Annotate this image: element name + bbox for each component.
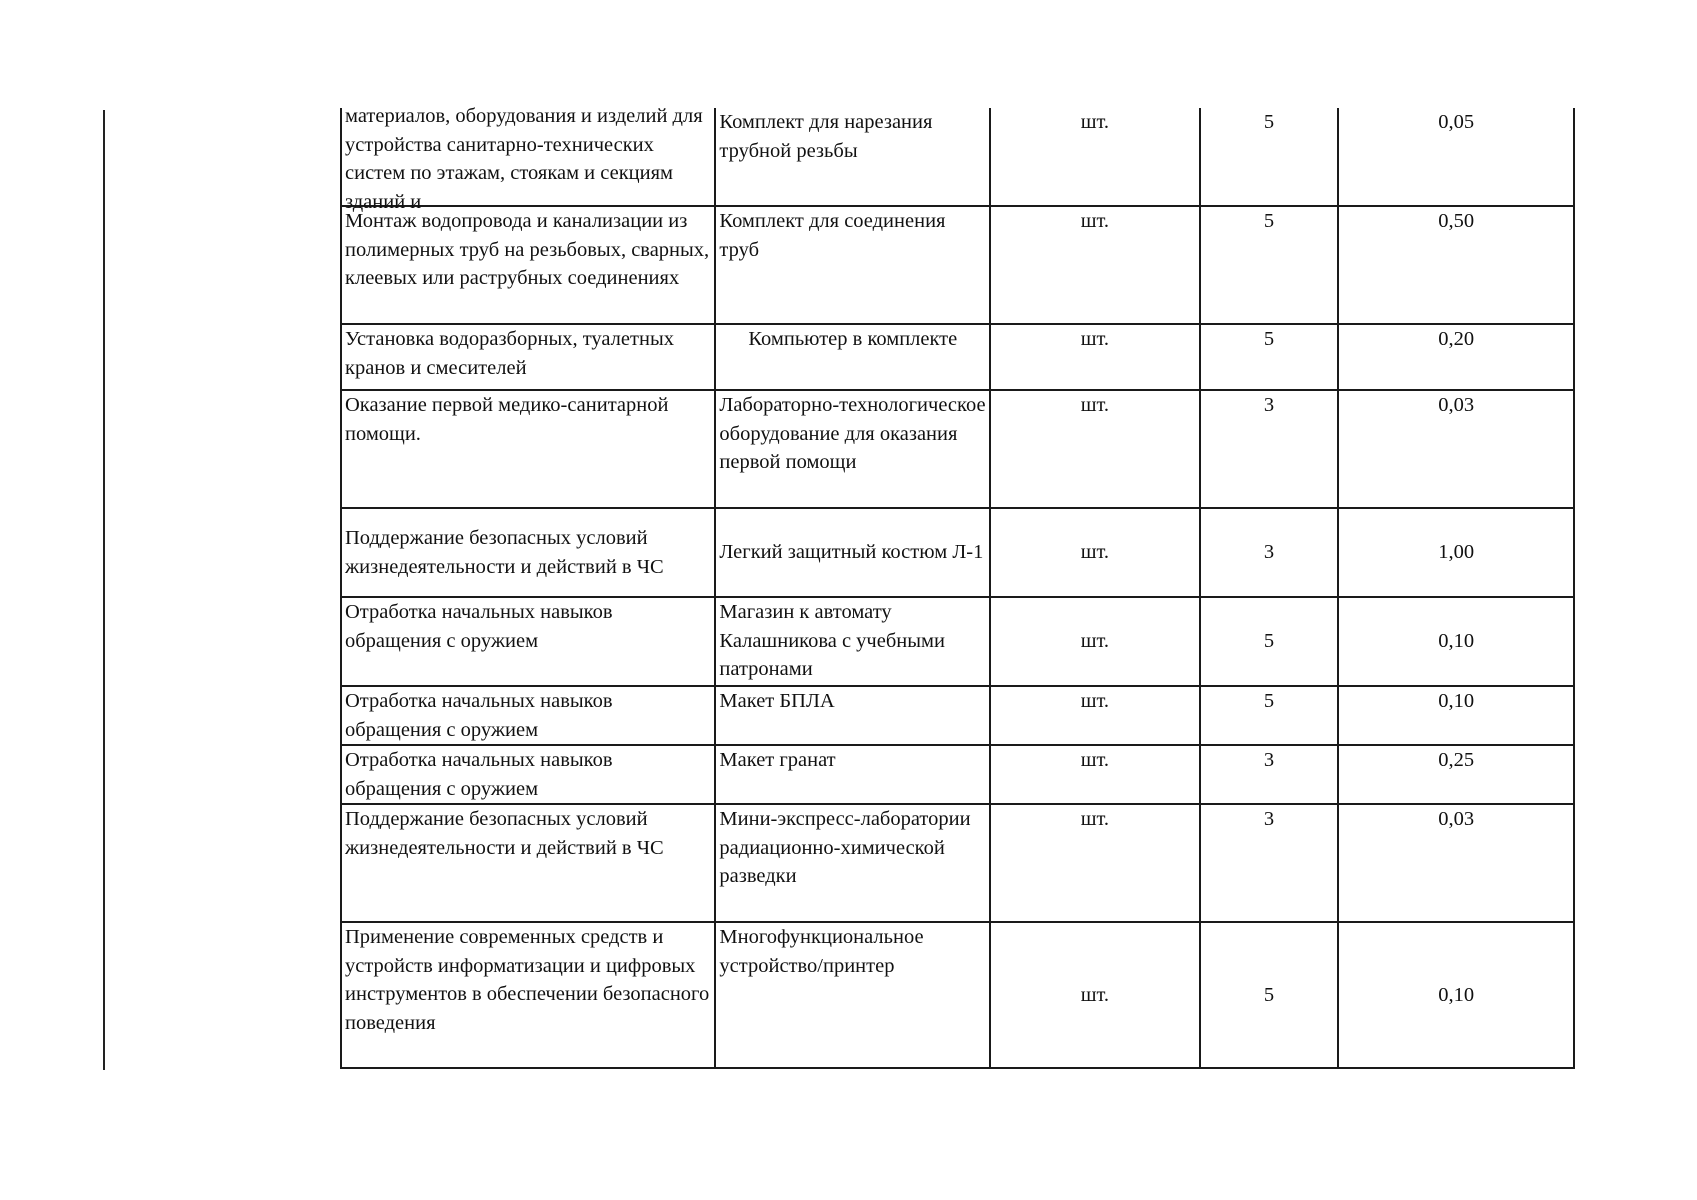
unit-cell: шт. [990, 390, 1199, 508]
table-row [341, 324, 1574, 390]
work-cell: Отработка начальных навыков обращения с оружием [341, 745, 715, 804]
unit-cell: шт. [990, 597, 1199, 686]
equipment-cell: Комплект для нарезания трубной резьбы [715, 108, 990, 206]
qty-cell: 5 [1200, 922, 1339, 1068]
work-cell: Отработка начальных навыков обращения с оружием [341, 686, 715, 745]
qty-cell: 5 [1200, 597, 1339, 686]
unit-cell: шт. [990, 206, 1199, 324]
equipment-cell: Компьютер в комплекте [715, 324, 990, 390]
equipment-cell: Макет БПЛА [715, 686, 990, 745]
qty-cell: 5 [1200, 206, 1339, 324]
equipment-cell: Легкий защитный костюм Л-1 [715, 508, 990, 597]
unit-cell: шт. [990, 745, 1199, 804]
work-cell: Поддержание безопасных условий жизнедеятельности и действий в ЧС [341, 804, 715, 922]
coef-cell: 0,10 [1338, 597, 1574, 686]
qty-cell: 3 [1200, 745, 1339, 804]
unit-cell: шт. [990, 108, 1199, 206]
work-cell: Установка водоразборных, туалетных кранов и смесителей [341, 324, 715, 390]
equipment-cell: Магазин к автомату Калашникова с учебными патронами [715, 597, 990, 686]
table-row [341, 686, 1574, 745]
unit-cell: шт. [990, 686, 1199, 745]
work-cell: Отработка начальных навыков обращения с оружием [341, 597, 715, 686]
work-cell [341, 105, 715, 213]
table-row [341, 206, 1574, 324]
coef-cell: 0,05 [1338, 108, 1574, 206]
equipment-table [340, 105, 1575, 1069]
work-cell: Оказание первой медико-санитарной помощи. [341, 390, 715, 508]
coef-cell: 0,03 [1338, 390, 1574, 508]
unit-cell: шт. [990, 324, 1199, 390]
coef-cell: 1,00 [1338, 508, 1574, 597]
qty-cell: 5 [1200, 686, 1339, 745]
qty-cell: 3 [1200, 804, 1339, 922]
coef-cell: 0,25 [1338, 745, 1574, 804]
work-cell: Монтаж водопровода и канализации из полимерных труб на резьбовых, сварных, клеевых или раструбных соединениях [341, 206, 715, 324]
qty-cell: 5 [1200, 108, 1339, 206]
work-text: материалов, оборудования и изделий для устройства санитарно-технических систем по этажам, стоякам и секциям зданий и [345, 105, 703, 213]
qty-cell: 3 [1200, 508, 1339, 597]
unit-cell: шт. [990, 804, 1199, 922]
coef-cell: 0,20 [1338, 324, 1574, 390]
coef-cell: 0,03 [1338, 804, 1574, 922]
left-margin-rule [103, 110, 105, 1070]
equipment-cell: Комплект для соединения труб [715, 206, 990, 324]
table-row [341, 804, 1574, 922]
unit-cell: шт. [990, 922, 1199, 1068]
coef-cell: 0,10 [1338, 686, 1574, 745]
table-row [341, 922, 1574, 1068]
table-row [341, 745, 1574, 804]
table-row [341, 108, 1574, 206]
table-row [341, 390, 1574, 508]
work-cell: Применение современных средств и устройств информатизации и цифровых инструментов в обеспечении безопасного поведения [341, 922, 715, 1068]
table-row [341, 508, 1574, 597]
qty-cell: 5 [1200, 324, 1339, 390]
coef-cell: 0,50 [1338, 206, 1574, 324]
equipment-cell: Лабораторно-технологическое оборудование для оказания первой помощи [715, 390, 990, 508]
coef-cell: 0,10 [1338, 922, 1574, 1068]
equipment-cell: Макет гранат [715, 745, 990, 804]
equipment-cell: Многофункциональное устройство/принтер [715, 922, 990, 1068]
table-row [341, 597, 1574, 686]
work-cell: Поддержание безопасных условий жизнедеятельности и действий в ЧС [341, 508, 715, 597]
qty-cell: 3 [1200, 390, 1339, 508]
unit-cell: шт. [990, 508, 1199, 597]
equipment-cell: Мини-экспресс-лаборатории радиационно-химической разведки [715, 804, 990, 922]
